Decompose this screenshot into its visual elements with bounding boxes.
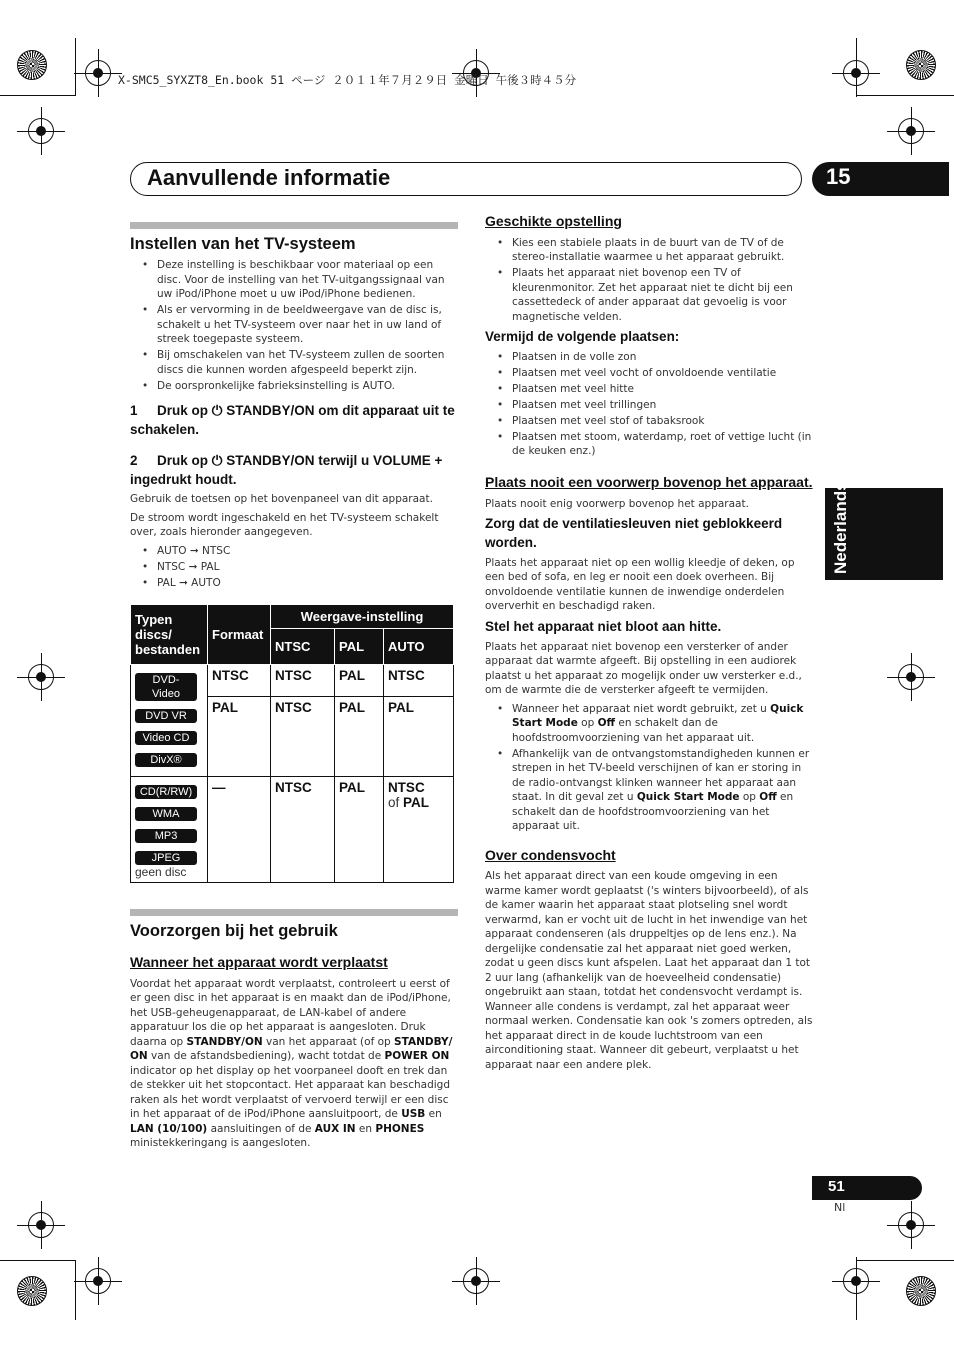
table-cell: NTSC: [383, 665, 453, 697]
list-item: • Plaatsen met stoom, waterdamp, roet of vettige lucht (in de keuken enz.): [485, 430, 813, 459]
list-item: • Als er vervorming in de beeldweergave van de disc is, schakelt u het TV-systeem over naar het in uw land of streek toegepaste systeem.: [130, 303, 458, 347]
subheading-no-objects: Plaats nooit een voorwerp bovenop het apparaat.: [485, 473, 813, 490]
list-item: • Afhankelijk van de ontvangstomstandigheden kunnen er strepen in het TV-beeld verschijnen of kan er storing in de radio-ontvangst klinken wanneer het apparaat aan staat. In dit geval zet u Quick Start Mode op Off en schakelt dan de hoofdstroomvoorziening van het apparaat uit.: [485, 747, 813, 834]
disc-type-badge: DivX®: [135, 753, 197, 767]
table-cell: [383, 777, 453, 883]
crop-line: [856, 38, 857, 96]
table-cell-disc-types: [131, 665, 208, 777]
crop-line: [856, 1260, 954, 1261]
subheading-suitable-setup: Geschikte opstelling: [485, 213, 622, 229]
list-item: • Wanneer het apparaat niet wordt gebruikt, zet u Quick Start Mode op Off en schakelt dan de hoofdstroomvoorziening van het apparaat uit.: [485, 702, 813, 746]
step-number: 2: [130, 453, 138, 468]
page-language-code: Nl: [834, 1201, 846, 1214]
table-cell: NTSC: [271, 665, 335, 697]
section-rule: [130, 222, 458, 229]
crosshair-mark: [898, 1212, 924, 1238]
crosshair-mark: [85, 60, 111, 86]
disc-type-badge: MP3: [135, 829, 197, 843]
chapter-title-bar: [130, 162, 802, 196]
registration-star-mark: [906, 50, 936, 80]
table-cell-or: of: [387, 795, 400, 810]
power-icon: ⏻: [211, 403, 223, 418]
table-cell: PAL: [383, 696, 453, 776]
crop-line: [75, 38, 76, 96]
list-item: • Plaatsen met veel hitte: [485, 382, 813, 397]
disc-type-badge: WMA: [135, 807, 197, 821]
table-header-weergave: Weergave-instelling: [271, 605, 454, 629]
crop-line: [0, 95, 76, 96]
crop-line: [856, 1260, 857, 1320]
step-1: [130, 401, 458, 439]
paragraph-condensation: Als het apparaat direct van een koude omgeving in een warme kamer wordt geplaatst ('s winters bijvoorbeeld), of als de kamer waarin het apparaat staat plotseling snel wordt verwarmd, kan er vocht uit de lucht in het inwendige van het apparaat condenseren (als druppeltjes op de lens enz.). Na dergelijke condensatie zal het apparaat niet goed werken, zodat u geen discs kunt afspelen. Laat het apparaat dan 1 tot 2 uur lang (afhankelijk van de hoeveelheid condensatie) ongebruikt aan staan, totdat het condensvocht verdampt is. Wanneer alle condens is verdampt, zal het apparaat weer normaal werken. Condensatie kan ook 's zomers optreden, als het apparaat direct in de koude luchtstroom van een airconditioning staat. Wanneer dit gebeurt, verplaatst u het apparaat naar een andere plek.: [485, 870, 813, 1071]
paragraph: Gebruik de toetsen op het bovenpaneel van dit apparaat.: [130, 493, 433, 505]
list-item: • Plaatsen met veel stof of tabaksrook: [485, 414, 813, 429]
table-header-auto: AUTO: [383, 629, 453, 665]
language-side-tab-label: Nederlands: [831, 481, 850, 574]
list-item: • Plaatsen met veel vocht of onvoldoende ventilatie: [485, 366, 813, 381]
paragraph: De stroom wordt ingeschakeld en het TV-systeem schakelt over, zoals hieronder aangegeven.: [130, 511, 439, 538]
subheading-ventilation: Zorg dat de ventilatiesleuven niet geblokkeerd worden.: [485, 516, 783, 550]
crop-line: [0, 1260, 76, 1261]
crosshair-mark: [28, 118, 54, 144]
table-cell: PAL: [334, 665, 383, 697]
crosshair-mark: [85, 1268, 111, 1294]
table-cell-disc-types: [131, 777, 208, 883]
step-number: 1: [130, 403, 138, 418]
registration-star-mark: [906, 1276, 936, 1306]
table-cell: NTSC: [208, 665, 271, 697]
disc-type-badge: CD(R/RW): [135, 785, 197, 799]
disc-type-badge: Video CD: [135, 731, 197, 745]
chapter-title: Aanvullende informatie: [147, 165, 391, 190]
table-row: [131, 665, 454, 697]
crop-line: [856, 95, 954, 96]
power-icon: ⏻: [211, 453, 223, 468]
section-rule: [130, 909, 458, 916]
crop-line: [75, 1260, 76, 1320]
crosshair-mark: [898, 664, 924, 690]
paragraph: Plaats het apparaat niet bovenop een versterker of ander apparaat dat warmte afgeeft. Bij opstelling in een audiorek plaatst u het apparaat zo mogelijk onder uw versterker e.d., om de warmte die de versterker afgeeft te vermijden.: [485, 640, 802, 697]
table-header-ntsc: NTSC: [271, 629, 335, 665]
avoid-places-list: [485, 350, 813, 459]
list-item: • PAL ➞ AUTO: [130, 576, 458, 591]
disc-type-badge: DVD VR: [135, 709, 197, 723]
table-cell-value: NTSC: [387, 780, 425, 795]
print-header: X-SMC5_SYXZT8_En.book 51 ページ ２０１１年７月２９日 金曜日 午後３時４５分: [118, 73, 577, 87]
list-item: • AUTO ➞ NTSC: [130, 544, 458, 559]
section-heading-precautions: Voorzorgen bij het gebruik: [130, 922, 338, 940]
paragraph: Plaats het apparaat niet op een wollig kleedje of deken, op een bed of sofa, en leg er nooit een doek overheen. Bij onvoldoende ventilatie kunnen de inwendige onderdelen oververhit en beschadigd raken.: [485, 556, 795, 613]
list-item: • Kies een stabiele plaats in de buurt van de TV of de stereo-installatie waarmee u het apparaat gebruikt.: [485, 236, 813, 265]
paragraph-moving: Voordat het apparaat wordt verplaatst, controleert u eerst of er geen disc in het apparaat is en maakt dan de iPod/iPhone, het USB-geheugenapparaat, de LAN-kabel of andere apparatuur los die op het apparaat is aangesloten. Druk daarna op STANDBY/ON van het apparaat (of op STANDBY/ ON van de afstandsbediening), wacht totdat de POWER ON indicator op het display op het voorpaneel dooft en trek dan de stekker uit het stopcontact. Het apparaat kan beschadigd raken als het wordt verplaatst of vervoerd terwijl er een disc in het apparaat of de iPod/iPhone aansluitpoort, de USB en LAN (10/100) aansluitingen of de AUX IN en PHONES ministekkeringang is aangesloten.: [130, 977, 453, 1150]
crosshair-mark: [28, 1212, 54, 1238]
table-cell: PAL: [334, 777, 383, 883]
list-item: • Plaats het apparaat niet bovenop een TV of kleurenmonitor. Zet het apparaat niet te dicht bij een cassettedeck of ander apparaat dat gevoelig is voor magnetische velden.: [485, 266, 813, 324]
step-text: STANDBY/ON terwijl u VOLUME + ingedrukt houdt.: [130, 453, 443, 487]
step-text: STANDBY/ON om dit apparaat uit te schakelen.: [130, 403, 455, 437]
table-row: [131, 777, 454, 883]
page-number: 51: [828, 1178, 845, 1195]
left-column: [130, 222, 458, 1155]
page-number-badge: [812, 1176, 922, 1200]
no-disc-label: geen disc: [135, 865, 187, 879]
suitable-setup-list: [485, 236, 813, 325]
crosshair-mark: [463, 1268, 489, 1294]
list-item: • Plaatsen in de volle zon: [485, 350, 813, 365]
heat-notes-list: [485, 702, 813, 834]
disc-type-badge: DVD-Video: [135, 673, 197, 701]
list-item: • Bij omschakelen van het TV-systeem zullen de soorten discs die kunnen worden afgespeeld beperkt zijn.: [130, 348, 458, 377]
table-header-pal: PAL: [334, 629, 383, 665]
table-cell: PAL: [208, 696, 271, 776]
registration-star-mark: [17, 1276, 47, 1306]
section-heading-tv-system: Instellen van het TV-systeem: [130, 235, 356, 253]
language-side-tab: [825, 481, 943, 580]
list-item: • NTSC ➞ PAL: [130, 560, 458, 575]
step-text: Druk op: [157, 403, 212, 418]
crosshair-mark: [28, 664, 54, 690]
list-item: • Plaatsen met veel trillingen: [485, 398, 813, 413]
subheading-avoid: Vermijd de volgende plaatsen:: [485, 329, 680, 345]
table-header-format: Formaat: [208, 605, 271, 665]
list-item: • De oorspronkelijke fabrieksinstelling is AUTO.: [130, 379, 458, 394]
paragraph: Plaats nooit enig voorwerp bovenop het apparaat.: [485, 497, 749, 510]
tv-system-table: [130, 604, 454, 883]
table-cell: NTSC: [271, 777, 335, 883]
table-cell: —: [208, 777, 271, 883]
right-column: [485, 212, 813, 1076]
step-2: [130, 451, 458, 489]
tv-notes-list: [130, 258, 458, 393]
tv-cycle-list: [130, 544, 458, 591]
list-item: • Deze instelling is beschikbaar voor materiaal op een disc. Voor de instelling van het TV-uitgangssignaal van uw iPod/iPhone moet u uw iPod/iPhone bedienen.: [130, 258, 458, 302]
chapter-number-badge: [812, 162, 949, 196]
crosshair-mark: [898, 118, 924, 144]
table-cell-value: PAL: [402, 795, 429, 810]
disc-type-badge: JPEG: [135, 851, 197, 865]
step-text: Druk op: [157, 453, 212, 468]
subheading-condensation: Over condensvocht: [485, 846, 616, 863]
subheading-heat: Stel het apparaat niet bloot aan hitte.: [485, 618, 722, 634]
table-header-types: Typen discs/ bestanden: [131, 605, 208, 665]
chapter-number: 15: [826, 164, 851, 189]
subheading-moving: Wanneer het apparaat wordt verplaatst: [130, 954, 388, 970]
table-cell: PAL: [334, 696, 383, 776]
table-cell: NTSC: [271, 696, 335, 776]
registration-star-mark: [17, 50, 47, 80]
